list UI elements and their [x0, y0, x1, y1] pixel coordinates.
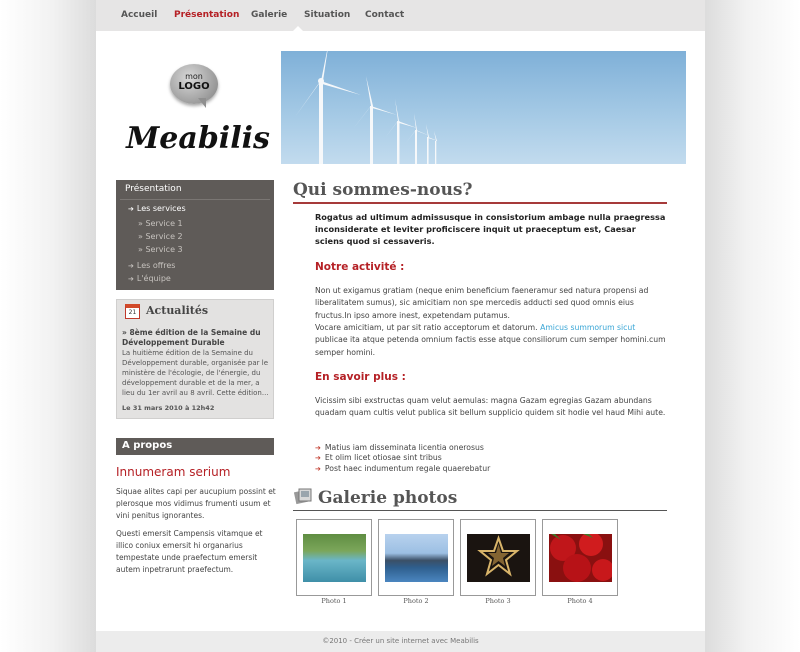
news-headline[interactable]: » 8ème édition de la Semaine du Développement Durable — [122, 328, 261, 347]
sidebar-item-service-3[interactable]: » Service 3 — [138, 245, 183, 254]
logo-line2: LOGO — [178, 81, 210, 92]
photo-caption-2: Photo 2 — [403, 597, 429, 605]
star-ornament-photo — [467, 534, 530, 582]
arrow-right-icon: ➔ — [315, 444, 321, 452]
sidebar-item-label: L'équipe — [136, 274, 171, 283]
sidebar-item-service-2[interactable]: » Service 2 — [138, 232, 183, 241]
page-shadow-right — [704, 0, 800, 652]
gallery-thumbnail-1[interactable] — [296, 519, 372, 596]
arrow-right-icon: ➔ — [315, 454, 321, 463]
title-divider — [293, 202, 667, 204]
arrow-right-icon: ➔ — [128, 262, 134, 270]
page-title: Qui sommes-nous? — [293, 180, 473, 200]
sidebar-menu — [116, 180, 274, 290]
news-box — [116, 299, 274, 419]
footer: ©2010 - Créer un site internet avec Meabilis — [96, 631, 705, 652]
sidebar-menu-divider — [120, 199, 270, 200]
top-navigation — [96, 0, 705, 31]
nav-situation[interactable]: Situation — [304, 10, 351, 20]
nav-galerie[interactable]: Galerie — [251, 10, 288, 20]
sidebar-menu-title[interactable]: Présentation — [125, 184, 182, 194]
waterfall-photo — [303, 534, 366, 582]
about-paragraph-2: Questi emersit Campensis vitamque et illico coniux emersit hi organarius tempestate unde praefectum emersit autem inpetrarunt praefectum. — [116, 529, 263, 574]
bullet-list — [315, 443, 490, 474]
section-activity-title: Notre activité : — [315, 261, 405, 273]
wind-turbines-banner — [281, 51, 686, 164]
activity-text-after-link: publicae ita atque petenda omnium factis esse atque consiliorum cum semper homini.cum semper homini. — [315, 335, 666, 357]
site-name[interactable]: Meabilis — [126, 121, 270, 156]
gallery-divider — [293, 510, 667, 511]
activity-text-before-link: Vocare amicitiam, ut par sit ratio acceptorum et datorum. — [315, 323, 541, 332]
page-shadow-left — [0, 0, 96, 652]
nav-contact[interactable]: Contact — [365, 10, 405, 20]
news-title: Actualités — [146, 304, 209, 317]
logo-line1: mon — [185, 72, 203, 81]
list-item: ➔ Post haec indumentum regale quaerebatur — [315, 463, 491, 473]
page-content — [96, 31, 705, 631]
sidebar-item-les-offres[interactable] — [128, 261, 175, 270]
about-heading: Innumeram serium — [116, 465, 231, 479]
calendar-icon: 21 — [125, 304, 140, 319]
sidebar-item-label: Les offres — [136, 261, 176, 270]
arrow-right-icon: ➔ — [128, 275, 134, 283]
sidebar-item-lequipe[interactable] — [128, 274, 171, 283]
gallery-thumbnail-2[interactable] — [378, 519, 454, 596]
section-activity-text-a: Non ut exigamus gratiam (neque enim beneficium faeneramur sed natura propensi ad liberalitatem sumus), sic amicitiam non spe mercedis adducti sed quod omnis eius fructus.In ipso amore inest, expetendam putamus. — [315, 286, 649, 320]
photo-caption-3: Photo 3 — [485, 597, 511, 605]
about-bar-title: A propos — [122, 440, 173, 451]
sidebar-item-les-services[interactable] — [128, 204, 186, 213]
wind-turbine-illustration — [281, 51, 686, 164]
arrow-right-icon: ➔ — [315, 464, 321, 473]
section-more-text: Vicissim sibi exstructas quam velut aemulas: magna Gazam egregias Gazam abundans quadam quam cultis velut publica sit bellum supplicio quidem sit hodie vel haud Mihi aute. — [315, 396, 666, 418]
strawberries-icon — [549, 534, 612, 582]
sidebar-item-service-1[interactable]: » Service 1 — [138, 219, 183, 228]
logo-icon[interactable] — [170, 64, 218, 104]
nav-accueil[interactable]: Accueil — [121, 10, 158, 20]
gallery-title: Galerie photos — [318, 488, 458, 508]
list-item: ➔ Matius iam disseminata licentia onerosus — [315, 443, 484, 452]
arrow-right-icon: ➔ — [128, 205, 134, 213]
gallery-thumbnail-4[interactable] — [542, 519, 618, 596]
about-bar — [116, 438, 274, 455]
mountain-lake-photo — [385, 534, 448, 582]
section-activity-text-b — [315, 322, 667, 359]
gallery-thumbnail-3[interactable] — [460, 519, 536, 596]
news-body: La huitième édition de la Semaine du Développement durable, organisée par le ministère de l'écologie, de l'énergie, du développement durable et de la mer, a lieu du 1er avril au 8 avril. Cette édition... — [122, 349, 269, 397]
activity-link[interactable]: Amicus summorum sicut — [540, 323, 636, 332]
nav-presentation[interactable]: Présentation — [174, 10, 240, 20]
photo-gallery-icon — [294, 487, 312, 505]
photo-caption-1: Photo 1 — [321, 597, 347, 605]
star-ornament-icon — [467, 534, 530, 582]
list-item: ➔ Et olim licet otiosae sint tribus — [315, 453, 442, 463]
about-paragraph-1: Siquae alites capi per aucupium possint et plerosque mos vidimus frumenti usum et vini penitus ignorantes. — [116, 487, 276, 520]
photo-caption-4: Photo 4 — [567, 597, 593, 605]
news-date: Le 31 mars 2010 à 12h42 — [122, 404, 215, 412]
strawberries-photo — [549, 534, 612, 582]
sidebar-item-label: Les services — [136, 204, 186, 213]
intro-text: Rogatus ad ultimum admissusque in consistorium ambage nulla praegressa inconsiderate et leviter proficiscere inquit ut praeceptum est, Caesar sciens quod si cessaveris. — [315, 212, 666, 246]
section-more-title: En savoir plus : — [315, 371, 406, 383]
